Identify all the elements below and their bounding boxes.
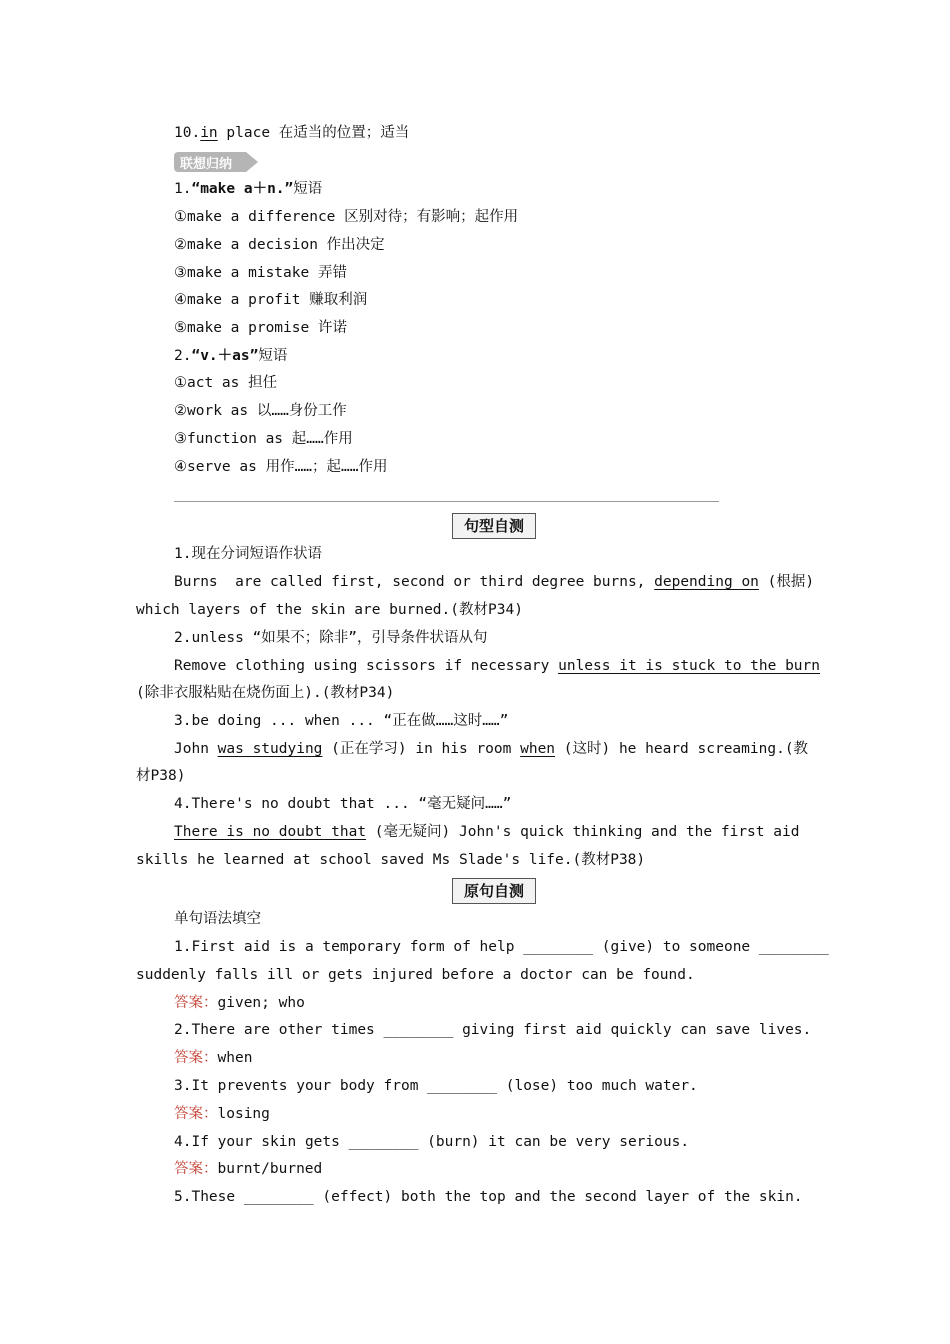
- example-gloss: (根据): [758, 574, 815, 590]
- example-text: Remove clothing using scissors if necessary: [174, 658, 559, 674]
- question-4: 4.If your skin gets ________ (burn) it can be very serious.: [174, 1134, 690, 1150]
- underlined-word: in: [200, 125, 218, 141]
- pattern-4-head: 4.There's no doubt that ... “毫无疑问……”: [174, 796, 512, 812]
- tag-arrow: [246, 152, 258, 172]
- answer-text: when: [217, 1050, 253, 1066]
- question-3: 3.It prevents your body from ________ (lose) too much water.: [174, 1078, 698, 1094]
- answer-text: burnt/burned: [217, 1161, 323, 1177]
- tag-label: 联想归纳: [180, 157, 233, 172]
- pattern-1-head: 1.现在分词短语作状语: [174, 546, 322, 562]
- question-5: 5.These ________ (effect) both the top and the second layer of the skin.: [174, 1189, 803, 1205]
- pattern-1-example-cont: which layers of the skin are burned.(教材P34): [136, 602, 523, 618]
- item-number: 10.: [174, 125, 201, 141]
- example-text: (正在学习) in his room: [322, 741, 521, 757]
- group1-number: 1.: [174, 181, 192, 197]
- pattern-3-example-cont: 材P38): [136, 768, 186, 784]
- divider: [174, 501, 719, 502]
- underlined-phrase: depending on: [654, 574, 759, 590]
- pattern-2-example: [174, 656, 820, 676]
- pattern-4-example: [174, 822, 799, 842]
- group2-title-phrase: “v.＋as”: [191, 348, 259, 364]
- exercise-head: 单句语法填空: [174, 911, 261, 927]
- answer-text: given; who: [217, 995, 305, 1011]
- item-text: place 在适当的位置；适当: [217, 125, 410, 141]
- list-item: ⑤make a promise 许诺: [174, 320, 347, 336]
- association-tag: [174, 152, 264, 172]
- underlined-phrase: There is no doubt that: [174, 824, 367, 840]
- example-text: (毫无疑问) John's quick thinking and the first aid: [366, 824, 800, 840]
- group1-title: [174, 179, 322, 199]
- underlined-phrase: was studying: [217, 741, 323, 757]
- answer-label: 答案：: [174, 995, 218, 1011]
- list-item: ③function as 起……作用: [174, 431, 353, 447]
- list-item: ④make a profit 赚取利润: [174, 292, 368, 308]
- example-text: (这时) he heard screaming.(教: [555, 741, 809, 757]
- pattern-2-head: 2.unless “如果不；除非”，引导条件状语从句: [174, 630, 488, 646]
- group1-title-phrase: “make a＋n.”: [191, 181, 294, 197]
- list-item: ②make a decision 作出决定: [174, 237, 385, 253]
- list-item: ①make a difference 区别对待；有影响；起作用: [174, 209, 519, 225]
- underlined-phrase: when: [520, 741, 556, 757]
- underlined-phrase: unless it is stuck to the burn: [558, 658, 821, 674]
- answer-label: 答案：: [174, 1050, 218, 1066]
- pattern-3-example: [174, 739, 808, 759]
- answer-label: 答案：: [174, 1161, 218, 1177]
- list-item: ②work as 以……身份工作: [174, 403, 347, 419]
- pattern-3-head: 3.be doing ... when ... “正在做……这时……”: [174, 713, 509, 729]
- vocab-item-10: [174, 123, 409, 143]
- group2-number: 2.: [174, 348, 192, 364]
- group2-title-suffix: 短语: [258, 348, 288, 364]
- question-2: 2.There are other times ________ giving first aid quickly can save lives.: [174, 1022, 812, 1038]
- answer-3: [174, 1104, 270, 1124]
- answer-1: [174, 993, 305, 1013]
- list-item: ④serve as 用作……；起……作用: [174, 459, 388, 475]
- pattern-2-example-cont: (除非衣服粘贴在烧伤面上).(教材P34): [136, 685, 395, 701]
- group1-title-suffix: 短语: [293, 181, 323, 197]
- answer-text: losing: [217, 1106, 270, 1122]
- answer-label: 答案：: [174, 1106, 218, 1122]
- question-1: 1.First aid is a temporary form of help ________ (give) to someone ________: [174, 939, 829, 955]
- answer-2: [174, 1048, 252, 1068]
- example-text: John: [174, 741, 218, 757]
- pattern-4-example-cont: skills he learned at school saved Ms Slade's life.(教材P38): [136, 852, 646, 868]
- list-item: ③make a mistake 弄错: [174, 265, 347, 281]
- section-title-sentence-test: 句型自测: [452, 513, 536, 539]
- question-1-cont: suddenly falls ill or gets injured before a doctor can be found.: [136, 967, 695, 983]
- section-title-original-test: 原句自测: [452, 878, 536, 904]
- list-item: ①act as 担任: [174, 375, 278, 391]
- answer-4: [174, 1159, 322, 1179]
- pattern-1-example: [174, 572, 814, 592]
- group2-title: [174, 346, 287, 366]
- example-text: Burns are called first, second or third degree burns,: [174, 574, 655, 590]
